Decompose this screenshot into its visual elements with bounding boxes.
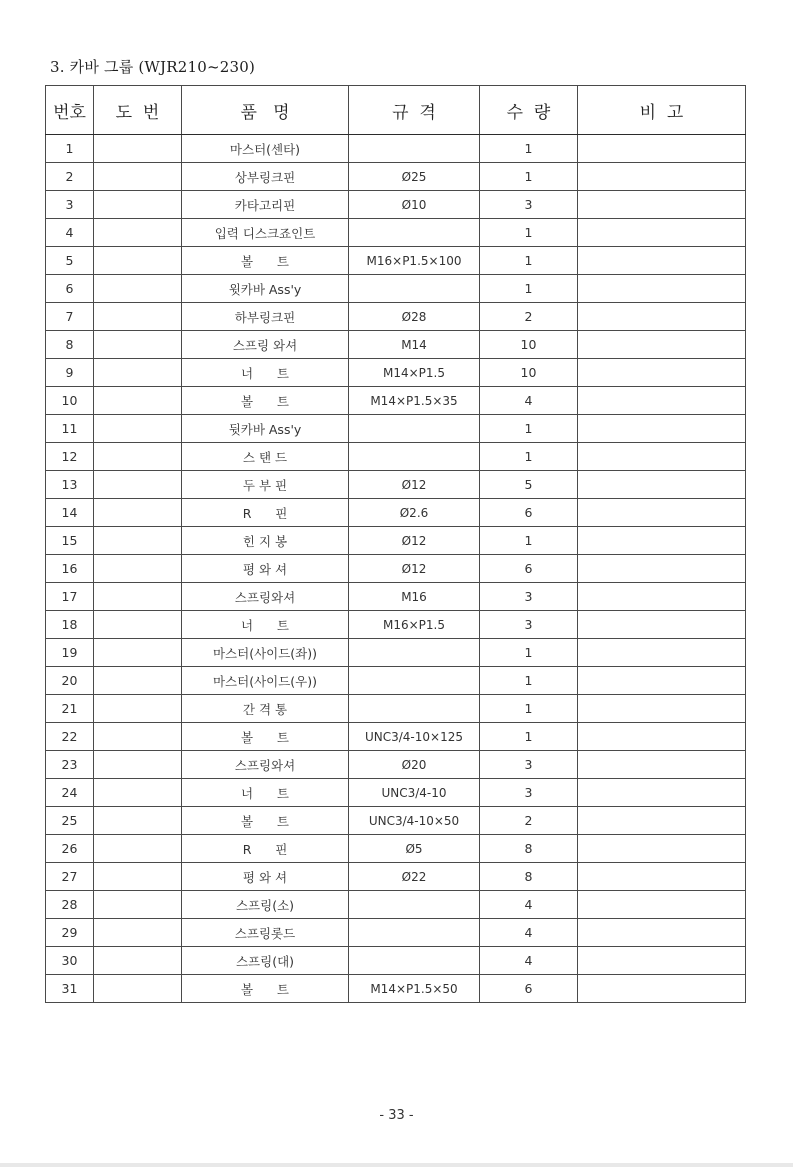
drawing-number-cell [94,219,182,247]
row-number-cell: 24 [46,779,94,807]
remark-cell [578,807,746,835]
part-name-cell: R 핀 [182,835,349,863]
table-row [46,415,746,443]
drawing-number-cell [94,583,182,611]
table-row [46,191,746,219]
quantity-cell: 4 [480,919,578,947]
part-name-cell: 평 와 셔 [182,555,349,583]
drawing-number-cell [94,779,182,807]
page-title: 3. 카바 그룹 (WJR210~230) [50,58,256,76]
spec-cell: Ø5 [349,835,480,863]
part-name-cell: 두 부 핀 [182,471,349,499]
remark-cell [578,527,746,555]
quantity-cell: 1 [480,527,578,555]
remark-cell [578,191,746,219]
drawing-number-cell [94,443,182,471]
quantity-cell: 1 [480,247,578,275]
row-number-cell: 16 [46,555,94,583]
spec-cell: M16×P1.5×100 [349,247,480,275]
parts-table [45,85,746,1003]
part-name-cell: 볼 트 [182,975,349,1003]
drawing-number-cell [94,527,182,555]
drawing-number-cell [94,667,182,695]
remark-cell [578,275,746,303]
header-no: 번호 [46,86,94,135]
table-row [46,219,746,247]
remark-cell [578,751,746,779]
row-number-cell: 8 [46,331,94,359]
quantity-cell: 2 [480,807,578,835]
row-number-cell: 10 [46,387,94,415]
remark-cell [578,135,746,163]
table-row [46,667,746,695]
table-row [46,163,746,191]
part-name-cell: 스프링와셔 [182,751,349,779]
part-name-cell: 스프링(대) [182,947,349,975]
quantity-cell: 4 [480,947,578,975]
table-row [46,835,746,863]
row-number-cell: 22 [46,723,94,751]
spec-cell: M14×P1.5×50 [349,975,480,1003]
table-row [46,275,746,303]
part-name-cell: 볼 트 [182,723,349,751]
quantity-cell: 1 [480,443,578,471]
row-number-cell: 7 [46,303,94,331]
drawing-number-cell [94,387,182,415]
drawing-number-cell [94,751,182,779]
spec-cell [349,639,480,667]
drawing-number-cell [94,695,182,723]
part-name-cell: 입력 디스크죠인트 [182,219,349,247]
row-number-cell: 25 [46,807,94,835]
part-name-cell: 볼 트 [182,807,349,835]
table-row [46,891,746,919]
row-number-cell: 19 [46,639,94,667]
drawing-number-cell [94,863,182,891]
table-row [46,555,746,583]
quantity-cell: 1 [480,667,578,695]
table-row [46,527,746,555]
drawing-number-cell [94,891,182,919]
quantity-cell: 6 [480,499,578,527]
spec-cell: Ø2.6 [349,499,480,527]
remark-cell [578,359,746,387]
table-header-row [46,86,746,135]
drawing-number-cell [94,359,182,387]
quantity-cell: 8 [480,863,578,891]
spec-cell: Ø12 [349,527,480,555]
header-part-name: 품 명 [182,86,349,135]
row-number-cell: 13 [46,471,94,499]
part-name-cell: 마스터(사이드(좌)) [182,639,349,667]
part-name-cell: 스프링(소) [182,891,349,919]
drawing-number-cell [94,639,182,667]
quantity-cell: 3 [480,583,578,611]
part-name-cell: 스 탠 드 [182,443,349,471]
quantity-cell: 1 [480,219,578,247]
spec-cell [349,947,480,975]
drawing-number-cell [94,975,182,1003]
table-row [46,611,746,639]
quantity-cell: 5 [480,471,578,499]
quantity-cell: 10 [480,359,578,387]
remark-cell [578,891,746,919]
spec-cell: UNC3/4-10×50 [349,807,480,835]
drawing-number-cell [94,807,182,835]
spec-cell: M14 [349,331,480,359]
row-number-cell: 2 [46,163,94,191]
parts-table-body [46,135,746,1003]
remark-cell [578,471,746,499]
part-name-cell: 스프링와셔 [182,583,349,611]
part-name-cell: 뒷카바 Ass'y [182,415,349,443]
header-drawing-number: 도 번 [94,86,182,135]
part-name-cell: 간 격 통 [182,695,349,723]
scan-edge [0,1163,793,1167]
header-remark: 비 고 [578,86,746,135]
drawing-number-cell [94,415,182,443]
row-number-cell: 31 [46,975,94,1003]
spec-cell: Ø25 [349,163,480,191]
table-row [46,443,746,471]
remark-cell [578,947,746,975]
spec-cell: UNC3/4-10 [349,779,480,807]
remark-cell [578,163,746,191]
table-row [46,583,746,611]
remark-cell [578,667,746,695]
table-row [46,947,746,975]
row-number-cell: 4 [46,219,94,247]
spec-cell: Ø28 [349,303,480,331]
quantity-cell: 1 [480,275,578,303]
row-number-cell: 28 [46,891,94,919]
spec-cell: M14×P1.5×35 [349,387,480,415]
spec-cell: Ø22 [349,863,480,891]
table-row [46,751,746,779]
spec-cell [349,415,480,443]
remark-cell [578,863,746,891]
table-row [46,303,746,331]
quantity-cell: 4 [480,891,578,919]
part-name-cell: 힌 지 봉 [182,527,349,555]
table-row [46,331,746,359]
drawing-number-cell [94,611,182,639]
drawing-number-cell [94,947,182,975]
row-number-cell: 12 [46,443,94,471]
part-name-cell: 마스터(센타) [182,135,349,163]
row-number-cell: 20 [46,667,94,695]
drawing-number-cell [94,555,182,583]
table-row [46,471,746,499]
remark-cell [578,723,746,751]
quantity-cell: 1 [480,135,578,163]
row-number-cell: 3 [46,191,94,219]
part-name-cell: 너 트 [182,611,349,639]
quantity-cell: 3 [480,611,578,639]
row-number-cell: 30 [46,947,94,975]
drawing-number-cell [94,303,182,331]
table-row [46,863,746,891]
spec-cell [349,667,480,695]
drawing-number-cell [94,835,182,863]
spec-cell: Ø10 [349,191,480,219]
part-name-cell: 스프링 와셔 [182,331,349,359]
spec-cell: Ø20 [349,751,480,779]
remark-cell [578,303,746,331]
spec-cell: Ø12 [349,555,480,583]
remark-cell [578,247,746,275]
part-name-cell: 스프링롯드 [182,919,349,947]
row-number-cell: 26 [46,835,94,863]
row-number-cell: 23 [46,751,94,779]
table-row [46,247,746,275]
part-name-cell: 윗카바 Ass'y [182,275,349,303]
remark-cell [578,611,746,639]
remark-cell [578,387,746,415]
header-quantity: 수 량 [480,86,578,135]
spec-cell: M16×P1.5 [349,611,480,639]
quantity-cell: 1 [480,415,578,443]
spec-cell [349,695,480,723]
remark-cell [578,835,746,863]
row-number-cell: 5 [46,247,94,275]
row-number-cell: 15 [46,527,94,555]
spec-cell [349,919,480,947]
drawing-number-cell [94,275,182,303]
quantity-cell: 1 [480,639,578,667]
remark-cell [578,555,746,583]
quantity-cell: 4 [480,387,578,415]
remark-cell [578,919,746,947]
table-row [46,807,746,835]
header-spec: 규 격 [349,86,480,135]
quantity-cell: 1 [480,723,578,751]
table-row [46,639,746,667]
row-number-cell: 6 [46,275,94,303]
part-name-cell: 상부링크핀 [182,163,349,191]
remark-cell [578,415,746,443]
quantity-cell: 3 [480,191,578,219]
remark-cell [578,779,746,807]
spec-cell [349,891,480,919]
table-row [46,135,746,163]
drawing-number-cell [94,247,182,275]
part-name-cell: 볼 트 [182,387,349,415]
remark-cell [578,499,746,527]
table-row [46,499,746,527]
row-number-cell: 18 [46,611,94,639]
row-number-cell: 21 [46,695,94,723]
remark-cell [578,583,746,611]
table-row [46,779,746,807]
remark-cell [578,219,746,247]
remark-cell [578,695,746,723]
spec-cell: M14×P1.5 [349,359,480,387]
spec-cell [349,443,480,471]
part-name-cell: 너 트 [182,779,349,807]
remark-cell [578,443,746,471]
page-number: - 33 - [379,1108,414,1123]
table-row [46,723,746,751]
quantity-cell: 2 [480,303,578,331]
row-number-cell: 29 [46,919,94,947]
quantity-cell: 1 [480,695,578,723]
part-name-cell: 볼 트 [182,247,349,275]
row-number-cell: 27 [46,863,94,891]
row-number-cell: 17 [46,583,94,611]
table-row [46,919,746,947]
table-row [46,975,746,1003]
spec-cell: Ø12 [349,471,480,499]
drawing-number-cell [94,191,182,219]
row-number-cell: 11 [46,415,94,443]
drawing-number-cell [94,163,182,191]
part-name-cell: 하부링크핀 [182,303,349,331]
part-name-cell: 평 와 셔 [182,863,349,891]
spec-cell: M16 [349,583,480,611]
spec-cell [349,219,480,247]
row-number-cell: 9 [46,359,94,387]
row-number-cell: 1 [46,135,94,163]
drawing-number-cell [94,499,182,527]
row-number-cell: 14 [46,499,94,527]
part-name-cell: 카타고리핀 [182,191,349,219]
quantity-cell: 6 [480,555,578,583]
quantity-cell: 10 [480,331,578,359]
remark-cell [578,975,746,1003]
quantity-cell: 8 [480,835,578,863]
remark-cell [578,639,746,667]
spec-cell [349,275,480,303]
table-row [46,359,746,387]
quantity-cell: 3 [480,779,578,807]
part-name-cell: 마스터(사이드(우)) [182,667,349,695]
spec-cell [349,135,480,163]
quantity-cell: 6 [480,975,578,1003]
table-row [46,695,746,723]
drawing-number-cell [94,919,182,947]
quantity-cell: 1 [480,163,578,191]
drawing-number-cell [94,471,182,499]
drawing-number-cell [94,135,182,163]
spec-cell: UNC3/4-10×125 [349,723,480,751]
drawing-number-cell [94,331,182,359]
part-name-cell: R 핀 [182,499,349,527]
quantity-cell: 3 [480,751,578,779]
table-row [46,387,746,415]
part-name-cell: 너 트 [182,359,349,387]
remark-cell [578,331,746,359]
drawing-number-cell [94,723,182,751]
